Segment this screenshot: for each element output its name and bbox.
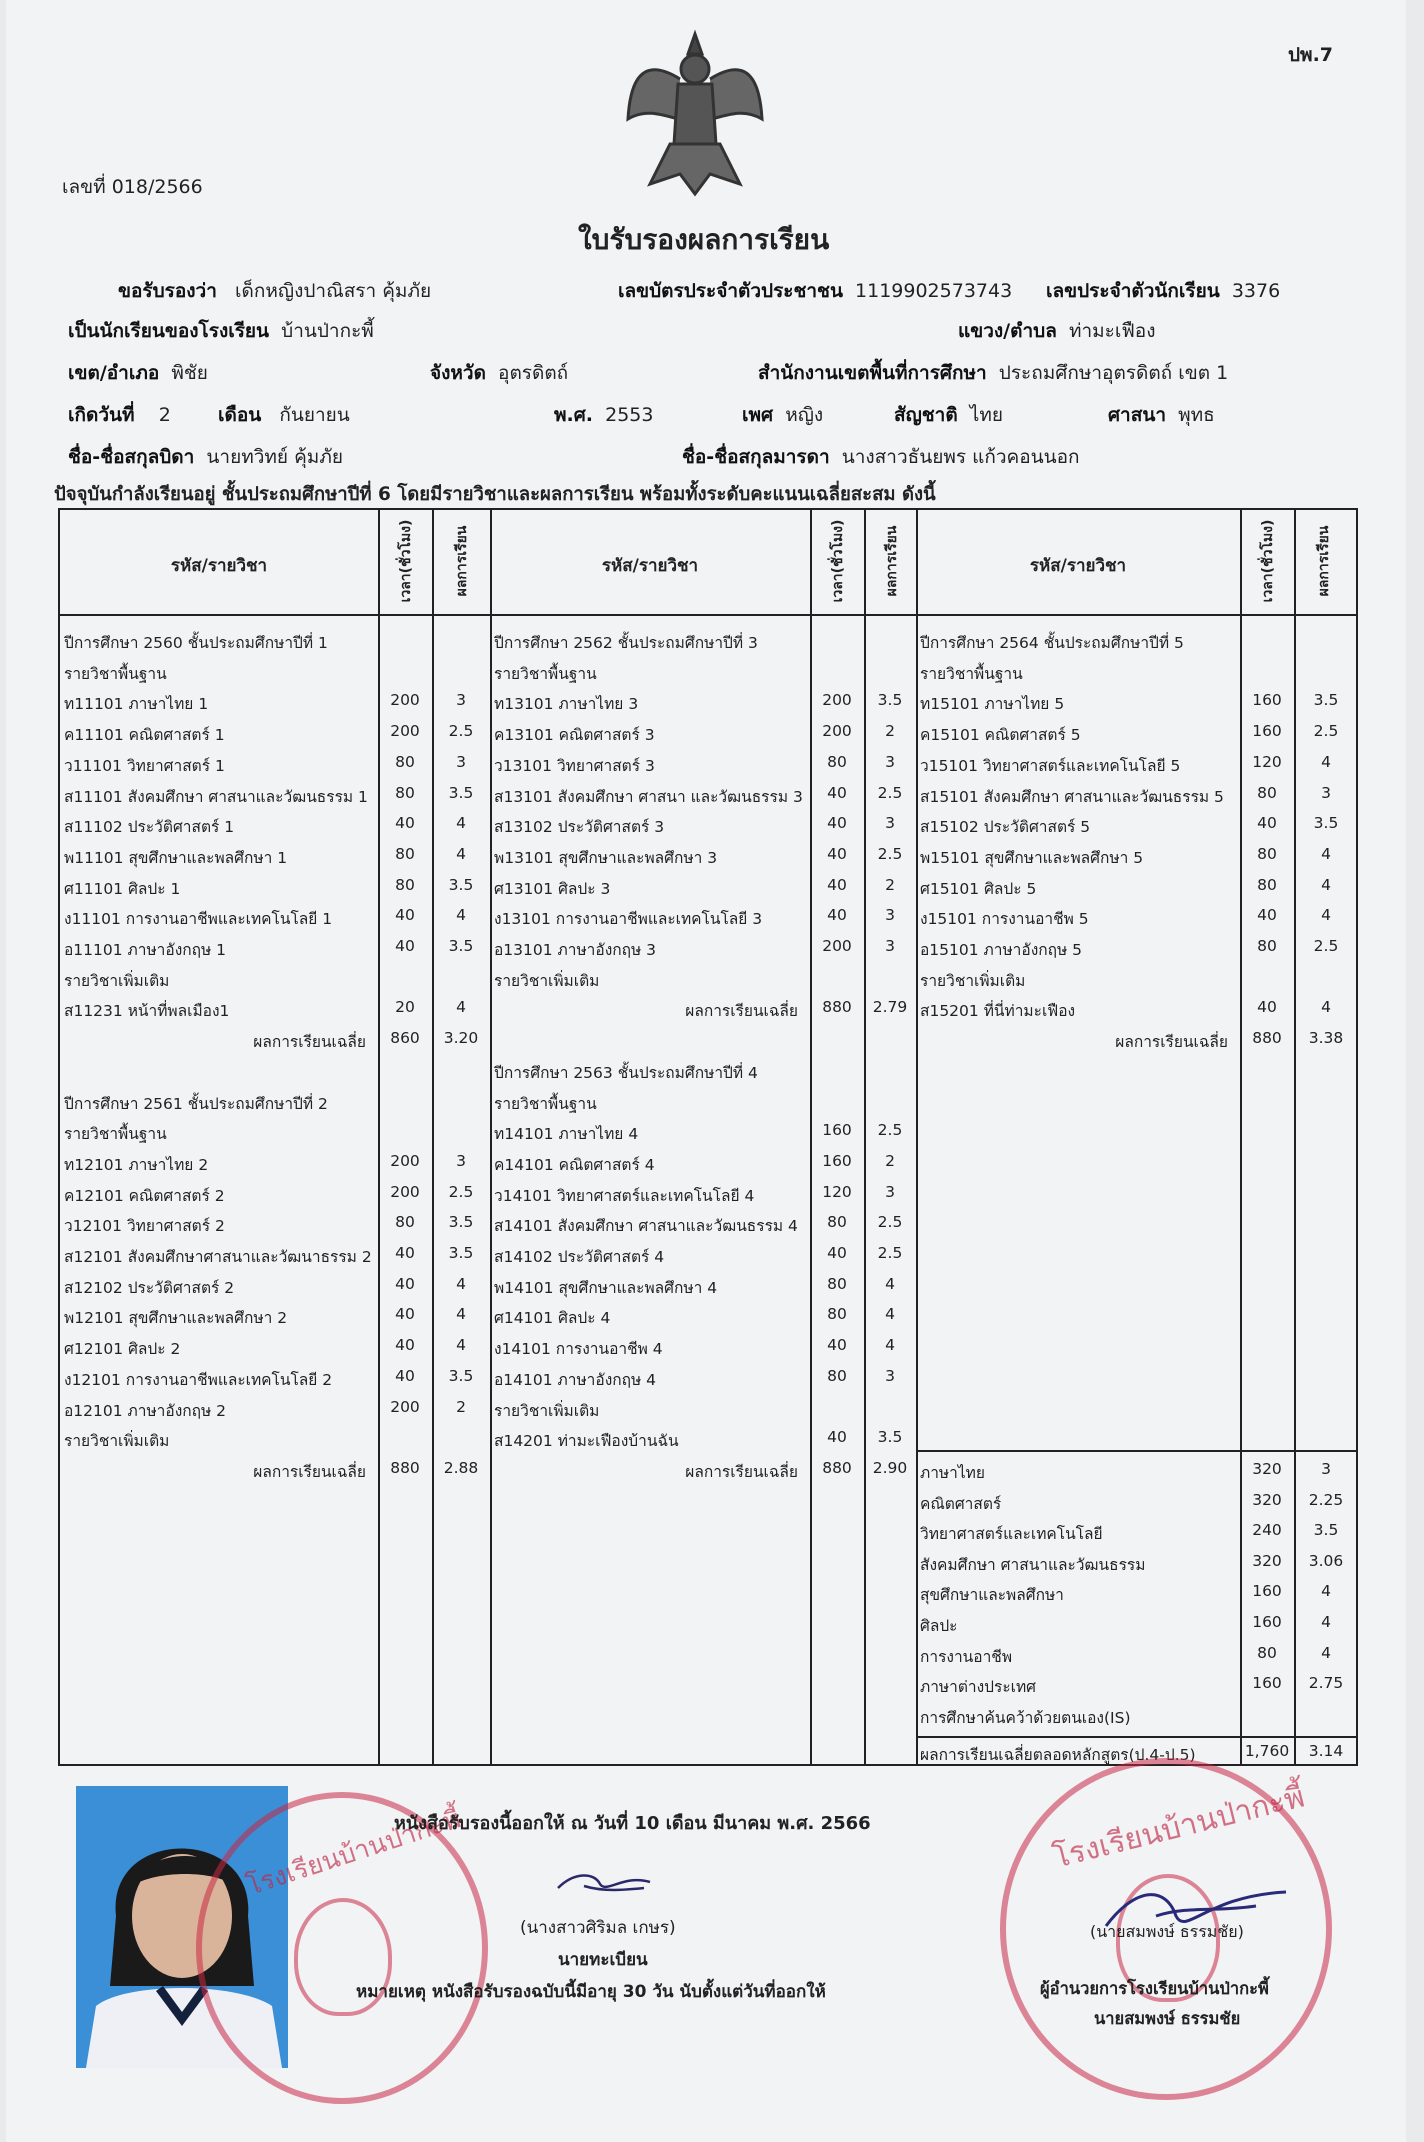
subject-cell: ท15101 ภาษาไทย 5 [920, 695, 1065, 714]
hours-cell: 160 [1252, 722, 1282, 741]
hours-cell: 80 [395, 875, 415, 894]
grade-cell: 4 [1321, 752, 1331, 771]
grade-cell: 4 [456, 814, 466, 833]
grade-cell: 4 [885, 1336, 895, 1355]
subject-cell: พ11101 สุขศึกษาและพลศึกษา 1 [64, 848, 288, 867]
average-label: ผลการเรียนเฉลี่ย [685, 1002, 798, 1021]
doc-title: ใบรับรองผลการเรียน [578, 223, 830, 256]
hours-cell: 120 [1252, 752, 1282, 771]
overall-hours: 1,760 [1244, 1742, 1290, 1760]
grade-cell: 2.5 [448, 1182, 474, 1201]
summary-hours: 160 [1252, 1613, 1282, 1631]
subject-cell: ปีการศึกษา 2563 ชั้นประถมศึกษาปีที่ 4 [494, 1063, 758, 1082]
average-label: ผลการเรียนเฉลี่ย [1115, 1033, 1228, 1052]
subject-cell: ส15102 ประวัติศาสตร์ 5 [920, 818, 1091, 837]
hours-cell: 40 [827, 875, 847, 894]
subject-cell: ส14201 ท่ามะเฟืองบ้านฉัน [494, 1432, 679, 1451]
grade-cell: 3 [885, 1182, 895, 1201]
subject-cell: ส14102 ประวัติศาสตร์ 4 [494, 1248, 665, 1266]
grade-cell: 3 [885, 1366, 895, 1385]
grade-cell: 4 [456, 1305, 466, 1324]
header-subject-2: รหัส/รายวิชา [601, 556, 699, 576]
average-label: ผลการเรียนเฉลี่ย [253, 1462, 366, 1481]
hours-cell: 40 [395, 814, 415, 833]
grade-cell: 3.5 [448, 875, 474, 894]
grade-cell: 2.5 [877, 844, 903, 863]
subject-cell: อ12101 ภาษาอังกฤษ 2 [64, 1401, 227, 1420]
hours-cell: 880 [822, 998, 852, 1017]
subject-cell: ค13101 คณิตศาสตร์ 3 [494, 726, 655, 745]
grade-cell: 4 [1321, 844, 1331, 863]
grade-cell: 2 [885, 875, 895, 894]
subject-cell: ง11101 การงานอาชีพและเทคโนโลยี 1 [64, 910, 333, 929]
grade-cell: 3 [456, 1151, 466, 1170]
grade-cell: 4 [456, 998, 466, 1017]
province: จังหวัด อุตรดิตถ์ [430, 362, 569, 384]
subject-cell: ศ15101 ศิลปะ 5 [920, 879, 1037, 898]
subject-cell: พ14101 สุขศึกษาและพลศึกษา 4 [494, 1278, 718, 1297]
director-name: (นายสมพงษ์ ธรรมชัย) [1090, 1922, 1244, 1941]
doc-number: เลขที่ 018/2566 [62, 176, 203, 198]
average-label: ผลการเรียนเฉลี่ย [253, 1033, 366, 1052]
grade-cell: 3 [885, 937, 895, 955]
subject-cell: ศ12101 ศิลปะ 2 [64, 1340, 181, 1359]
registrar-title: นายทะเบียน [558, 1950, 648, 1970]
hours-cell: 40 [827, 783, 847, 802]
grade-cell: 3.5 [448, 1213, 474, 1232]
subject-cell: ง13101 การงานอาชีพและเทคโนโลยี 3 [494, 910, 763, 929]
subject-cell: ง15101 การงานอาชีพ 5 [920, 910, 1089, 929]
grade-cell: 3.5 [448, 1244, 474, 1262]
mother-name: ชื่อ-ชื่อสกุลมารดา นางสาวธันยพร แก้วคอนนอก [682, 446, 1080, 468]
hours-cell: 880 [1252, 1029, 1282, 1048]
issued-date: หนังสือรับรองนี้ออกให้ ณ วันที่ 10 เดือน มีนาคม พ.ศ. 2566 [394, 1813, 871, 1834]
hours-cell: 80 [395, 1213, 415, 1232]
grade-cell: 4 [456, 1336, 466, 1355]
nationality: สัญชาติ ไทย [894, 404, 1004, 426]
grade-cell: 2.79 [872, 998, 908, 1017]
summary-hours: 160 [1252, 1582, 1282, 1601]
registrar-name: (นางสาวศิริมล เกษร) [520, 1918, 676, 1938]
grade-cell: 4 [885, 1305, 895, 1324]
grade-cell: 2 [885, 722, 895, 741]
subject-cell: ท12101 ภาษาไทย 2 [64, 1155, 209, 1174]
header-subject-3: รหัส/รายวิชา [1029, 556, 1127, 576]
subject-cell: รายวิชาเพิ่มเติม [64, 971, 170, 990]
summary-subject: สังคมศึกษา ศาสนาและวัฒนธรรม [920, 1555, 1146, 1574]
grade-cell: 2.5 [877, 783, 903, 802]
hours-cell: 860 [390, 1029, 420, 1048]
grade-cell: 2.5 [877, 1121, 903, 1140]
summary-subject: ศิลปะ [920, 1617, 958, 1635]
study-intro: ปัจจุบันกำลังเรียนอยู่ ชั้นประถมศึกษาปีที่ 6 โดยมีรายวิชาและผลการเรียน พร้อมทั้งระดับคะแนนเฉลี่ยสะสม ดังนี้ [54, 484, 936, 505]
grade-cell: 3 [456, 752, 466, 771]
birth-month: เดือน กันยายน [218, 404, 350, 426]
header-hours-1: เวลา(ชั่วโมง) [398, 519, 414, 603]
subject-cell: ปีการศึกษา 2561 ชั้นประถมศึกษาปีที่ 2 [64, 1094, 328, 1113]
subject-cell: อ13101 ภาษาอังกฤษ 3 [494, 941, 657, 959]
hours-cell: 80 [827, 752, 847, 771]
subject-cell: ง12101 การงานอาชีพและเทคโนโลยี 2 [64, 1370, 333, 1389]
school-stamp-left: โรงเรียนบ้านป่ากะพี้ [196, 1792, 488, 2104]
subject-cell: พ13101 สุขศึกษาและพลศึกษา 3 [494, 848, 718, 867]
subject-cell: อ11101 ภาษาอังกฤษ 1 [64, 941, 227, 959]
header-grade-3: ผลการเรียน [1316, 525, 1332, 597]
subject-cell: ส12101 สังคมศึกษาศาสนาและวัฒนาธรรม 2 [64, 1248, 372, 1266]
subject-cell: พ15101 สุขศึกษาและพลศึกษา 5 [920, 848, 1144, 867]
summary-hours: 320 [1252, 1490, 1282, 1509]
hours-cell: 40 [827, 1244, 847, 1262]
subject-cell: ศ13101 ศิลปะ 3 [494, 879, 611, 898]
subject-cell: ส11102 ประวัติศาสตร์ 1 [64, 818, 235, 837]
subject-cell: ท13101 ภาษาไทย 3 [494, 695, 639, 714]
subject-cell: รายวิชาเพิ่มเติม [64, 1432, 170, 1451]
subject-cell: ส13101 สังคมศึกษา ศาสนา และวัฒนธรรม 3 [494, 787, 803, 806]
hours-cell: 200 [822, 691, 852, 710]
grade-cell: 2 [456, 1397, 466, 1416]
info-line-2: เป็นนักเรียนของโรงเรียน บ้านป่ากะพี้ [68, 320, 374, 342]
grade-cell: 4 [1321, 875, 1331, 894]
subject-cell: ว12101 วิทยาศาสตร์ 2 [64, 1217, 225, 1236]
info-line-1: ขอรับรองว่า เด็กหญิงปาณิสรา คุ้มภัย [118, 280, 432, 302]
grade-cell: 4 [456, 906, 466, 925]
hours-cell: 80 [1257, 783, 1277, 802]
subject-cell: พ12101 สุขศึกษาและพลศึกษา 2 [64, 1309, 288, 1328]
subject-cell: รายวิชาเพิ่มเติม [494, 1401, 600, 1420]
hours-cell: 40 [827, 1428, 847, 1447]
hours-cell: 40 [395, 1366, 415, 1385]
hours-cell: 80 [827, 1274, 847, 1293]
grade-cell: 3 [1321, 783, 1331, 802]
summary-hours: 160 [1252, 1674, 1282, 1693]
grade-cell: 3.5 [1313, 691, 1339, 710]
hours-cell: 200 [822, 722, 852, 741]
hours-cell: 160 [822, 1121, 852, 1140]
subject-cell: รายวิชาพื้นฐาน [494, 664, 597, 683]
grade-cell: 2.5 [877, 1244, 903, 1262]
header-grade-1: ผลการเรียน [454, 525, 470, 597]
grade-cell: 3.5 [448, 1366, 474, 1385]
grade-cell: 4 [885, 1274, 895, 1293]
grade-cell: 3.5 [1313, 814, 1339, 833]
hours-cell: 40 [1257, 906, 1277, 925]
summary-grade: 4 [1321, 1613, 1331, 1631]
subject-cell: ปีการศึกษา 2562 ชั้นประถมศึกษาปีที่ 3 [494, 634, 758, 652]
grade-cell: 2 [885, 1151, 895, 1170]
summary-grade: 4 [1321, 1643, 1331, 1662]
grade-cell: 3.5 [877, 1428, 903, 1447]
hours-cell: 80 [827, 1305, 847, 1324]
form-code: ปพ.7 [1288, 44, 1334, 66]
registrar-signature-icon [554, 1868, 654, 1898]
validity-note: หมายเหตุ หนังสือรับรองฉบับนี้มีอายุ 30 วัน นับตั้งแต่วันที่ออกให้ [356, 1982, 826, 2002]
subject-cell: ค11101 คณิตศาสตร์ 1 [64, 726, 225, 745]
grade-cell: 3.5 [448, 937, 474, 955]
summary-subject: วิทยาศาสตร์และเทคโนโลยี [920, 1525, 1103, 1544]
subject-cell: ส12102 ประวัติศาสตร์ 2 [64, 1278, 235, 1297]
hours-cell: 20 [395, 998, 415, 1017]
birth-year: พ.ศ. 2553 [554, 404, 654, 426]
summary-subject: ภาษาไทย [920, 1464, 985, 1482]
grade-cell: 3 [885, 752, 895, 771]
subject-cell: รายวิชาพื้นฐาน [64, 1125, 167, 1144]
overall-label: ผลการเรียนเฉลี่ยตลอดหลักสูตร(ป.4-ป.5) [920, 1746, 1196, 1764]
subject-cell: ท11101 ภาษาไทย 1 [64, 695, 209, 714]
subject-cell: อ14101 ภาษาอังกฤษ 4 [494, 1370, 657, 1389]
summary-grade: 2.75 [1308, 1674, 1344, 1693]
grade-cell: 3 [885, 814, 895, 833]
grade-cell: 3.5 [448, 783, 474, 802]
hours-cell: 880 [390, 1458, 420, 1477]
certificate-paper [6, 0, 1406, 2142]
summary-hours: 80 [1257, 1643, 1277, 1662]
hours-cell: 200 [390, 722, 420, 741]
hours-cell: 80 [827, 1213, 847, 1232]
header-hours-3: เวลา(ชั่วโมง) [1260, 519, 1276, 603]
subject-cell: ว11101 วิทยาศาสตร์ 1 [64, 756, 225, 775]
subdistrict: แขวง/ตำบล ท่ามะเฟือง [958, 320, 1156, 342]
subject-cell: ปีการศึกษา 2560 ชั้นประถมศึกษาปีที่ 1 [64, 634, 328, 652]
grade-cell: 2.88 [443, 1458, 479, 1477]
birth-day: เกิดวันที่ 2 [68, 404, 171, 426]
grade-cell: 2.90 [872, 1458, 908, 1477]
grade-cell: 4 [1321, 906, 1331, 925]
subject-cell: ส13102 ประวัติศาสตร์ 3 [494, 818, 665, 837]
director-stamp-name: นายสมพงษ์ ธรรมชัย [1094, 2009, 1241, 2028]
grade-cell: 2.5 [877, 1213, 903, 1232]
hours-cell: 80 [1257, 875, 1277, 894]
summary-grade: 3.5 [1313, 1521, 1339, 1540]
hours-cell: 40 [827, 1336, 847, 1355]
hours-cell: 40 [395, 1336, 415, 1355]
hours-cell: 200 [822, 937, 852, 955]
subject-cell: ส15201 ที่นี่ท่ามะเฟือง [920, 1002, 1076, 1021]
grade-cell: 2.5 [1313, 937, 1339, 955]
hours-cell: 40 [395, 1305, 415, 1324]
hours-cell: 40 [827, 906, 847, 925]
grade-cell: 3.20 [443, 1029, 479, 1048]
hours-cell: 80 [395, 783, 415, 802]
hours-cell: 40 [1257, 998, 1277, 1017]
header-subject-1: รหัส/รายวิชา [170, 556, 268, 576]
grade-cell: 3 [456, 691, 466, 710]
grade-cell: 4 [456, 844, 466, 863]
subject-cell: ท14101 ภาษาไทย 4 [494, 1125, 639, 1144]
subject-cell: ปีการศึกษา 2564 ชั้นประถมศึกษาปีที่ 5 [920, 634, 1184, 652]
subject-cell: ส14101 สังคมศึกษา ศาสนาและวัฒนธรรม 4 [494, 1217, 798, 1236]
hours-cell: 80 [1257, 937, 1277, 955]
hours-cell: 80 [395, 752, 415, 771]
subject-cell: ศ14101 ศิลปะ 4 [494, 1309, 611, 1328]
subject-cell: อ15101 ภาษาอังกฤษ 5 [920, 941, 1083, 959]
summary-subject: การงานอาชีพ [920, 1647, 1013, 1666]
hours-cell: 40 [395, 1274, 415, 1293]
subject-cell: รายวิชาเพิ่มเติม [494, 971, 600, 990]
hours-cell: 40 [827, 814, 847, 833]
overall-grade: 3.14 [1308, 1742, 1344, 1760]
hours-cell: 80 [1257, 844, 1277, 863]
hours-cell: 200 [390, 1151, 420, 1170]
subject-cell: รายวิชาเพิ่มเติม [920, 971, 1026, 990]
student-id: เลขประจำตัวนักเรียน 3376 [1046, 280, 1281, 302]
grade-cell: 2.5 [448, 722, 474, 741]
grade-cell: 3.38 [1308, 1029, 1344, 1048]
hours-cell: 200 [390, 1182, 420, 1201]
hours-cell: 80 [395, 844, 415, 863]
summary-grade: 3.06 [1308, 1551, 1344, 1570]
subject-cell: รายวิชาพื้นฐาน [494, 1094, 597, 1113]
summary-grade: 4 [1321, 1582, 1331, 1601]
garuda-emblem-icon [620, 24, 770, 204]
subject-cell: ส11101 สังคมศึกษา ศาสนาและวัฒนธรรม 1 [64, 787, 368, 806]
hours-cell: 200 [390, 691, 420, 710]
summary-subject: การศึกษาค้นคว้าด้วยตนเอง(IS) [920, 1708, 1131, 1727]
summary-grade: 3 [1321, 1460, 1331, 1478]
grade-cell: 2.5 [1313, 722, 1339, 741]
subject-cell: ค15101 คณิตศาสตร์ 5 [920, 726, 1081, 745]
header-hours-2: เวลา(ชั่วโมง) [830, 519, 846, 603]
header-grade-2: ผลการเรียน [884, 525, 900, 597]
hours-cell: 160 [1252, 691, 1282, 710]
hours-cell: 40 [827, 844, 847, 863]
average-label: ผลการเรียนเฉลี่ย [685, 1462, 798, 1481]
subject-cell: ว14101 วิทยาศาสตร์และเทคโนโลยี 4 [494, 1186, 755, 1205]
summary-subject: สุขศึกษาและพลศึกษา [920, 1586, 1064, 1605]
grades-table [58, 508, 1358, 1766]
director-title: ผู้อำนวยการโรงเรียนบ้านป่ากะพี้ [1040, 1979, 1269, 1998]
hours-cell: 40 [1257, 814, 1277, 833]
subject-cell: ส15101 สังคมศึกษา ศาสนาและวัฒนธรรม 5 [920, 787, 1224, 806]
summary-subject: คณิตศาสตร์ [920, 1494, 1002, 1513]
summary-hours: 240 [1252, 1521, 1282, 1540]
subject-cell: ค12101 คณิตศาสตร์ 2 [64, 1186, 225, 1205]
summary-hours: 320 [1252, 1460, 1282, 1478]
school-stamp-right: โรงเรียนบ้านป่ากะพี้ [1000, 1758, 1332, 2100]
subject-cell: รายวิชาพื้นฐาน [920, 664, 1023, 683]
hours-cell: 200 [390, 1397, 420, 1416]
summary-grade: 2.25 [1308, 1490, 1344, 1509]
subject-cell: ว13101 วิทยาศาสตร์ 3 [494, 756, 655, 775]
grade-cell: 3 [885, 906, 895, 925]
grade-cell: 4 [456, 1274, 466, 1293]
hours-cell: 40 [395, 906, 415, 925]
hours-cell: 160 [822, 1151, 852, 1170]
subject-cell: ส11231 หน้าที่พลเมือง1 [64, 1002, 230, 1021]
subject-cell: ว15101 วิทยาศาสตร์และเทคโนโลยี 5 [920, 756, 1181, 775]
hours-cell: 40 [395, 1244, 415, 1262]
gender: เพศ หญิง [742, 404, 824, 426]
hours-cell: 80 [827, 1366, 847, 1385]
subject-cell: ค14101 คณิตศาสตร์ 4 [494, 1155, 655, 1174]
district: เขต/อำเภอ พิชัย [68, 362, 208, 384]
grade-cell: 3.5 [877, 691, 903, 710]
father-name: ชื่อ-ชื่อสกุลบิดา นายทวิทย์ คุ้มภัย [68, 446, 343, 468]
subject-cell: ง14101 การงานอาชีพ 4 [494, 1340, 663, 1359]
summary-hours: 320 [1252, 1551, 1282, 1570]
edu-area: สำนักงานเขตพื้นที่การศึกษา ประถมศึกษาอุตรดิตถ์ เขต 1 [758, 362, 1229, 384]
religion: ศาสนา พุทธ [1108, 404, 1215, 426]
subject-cell: ศ11101 ศิลปะ 1 [64, 879, 181, 898]
subject-cell: รายวิชาพื้นฐาน [64, 664, 167, 683]
hours-cell: 880 [822, 1458, 852, 1477]
grade-cell: 4 [1321, 998, 1331, 1017]
national-id: เลขบัตรประจำตัวประชาชน 1119902573743 [618, 280, 1013, 302]
hours-cell: 120 [822, 1182, 852, 1201]
summary-subject: ภาษาต่างประเทศ [920, 1678, 1037, 1697]
hours-cell: 40 [395, 937, 415, 955]
